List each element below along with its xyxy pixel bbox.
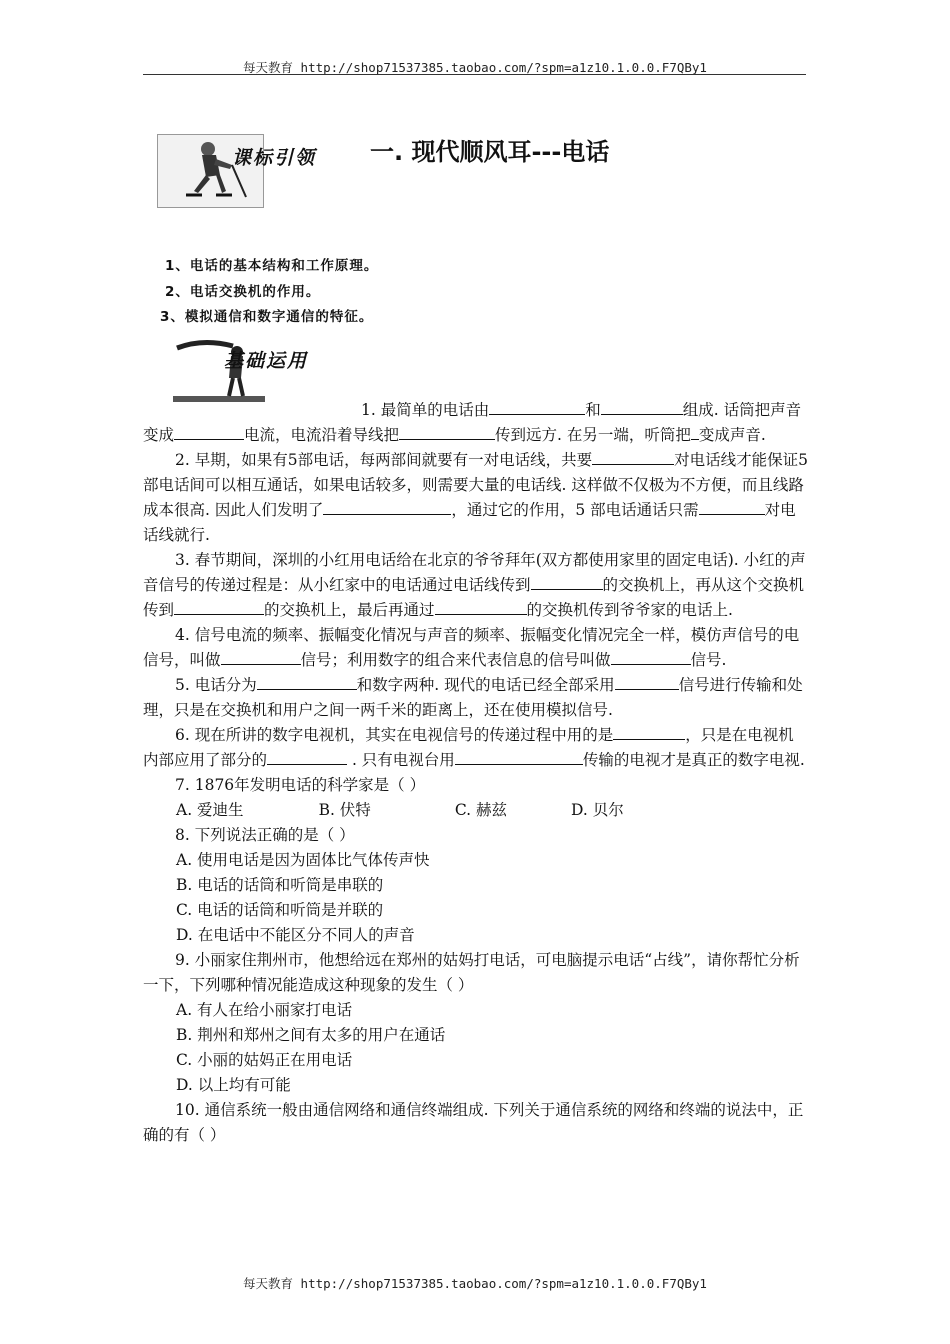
answer-blank[interactable] (592, 449, 674, 465)
option-a[interactable]: A. 爱迪生 (176, 801, 244, 819)
answer-blank[interactable] (174, 599, 264, 615)
option-b[interactable]: B. 荆州和郑州之间有太多的用户在通话 (176, 1026, 446, 1044)
question-8: 8. 下列说法正确的是（ ） (175, 826, 355, 844)
answer-blank[interactable] (221, 649, 301, 665)
question-7: 7. 1876年发明电话的科学家是（ ） (175, 776, 426, 794)
option-b[interactable]: B. 电话的话筒和听筒是串联的 (176, 876, 384, 894)
page-title: 一. 现代顺风耳---电话 (370, 138, 610, 166)
answer-blank[interactable] (691, 424, 699, 440)
option-b[interactable]: B. 伏特 (318, 801, 371, 819)
option-d[interactable]: D. 在电话中不能区分不同人的声音 (176, 926, 415, 944)
question-2: 2. 早期，如果有5部电话，每两部间就要有一对电话线，共要 对电话线才能保证5部电话间可以相互通话，如果电话较多，则需要大量的电话线. 这样做不仅极为不方便，而且线路成本很高. 因此人们发明了 ，通过它的作用，5 部电话通话只需 对电话线就行. (143, 451, 808, 544)
option-d[interactable]: D. 贝尔 (570, 801, 624, 819)
page-footer: 每天教育 http://shop71537385.taobao.com/?spm=a1z10.1.0.0.F7QBy1 (243, 1276, 707, 1291)
page-header: 每天教育 http://shop71537385.taobao.com/?spm=a1z10.1.0.0.F7QBy1 (243, 60, 707, 75)
objective-item: 1、电话的基本结构和工作原理。 (165, 258, 379, 274)
question-5: 5. 电话分为 和数字两种. 现代的电话已经全部采用 信号进行传输和处理，只是在交换机和用户之间一两千米的距离上，还在使用模拟信号. (143, 676, 803, 719)
answer-blank[interactable] (435, 599, 527, 615)
answer-blank[interactable] (699, 499, 765, 515)
objective-item: 3、模拟通信和数字通信的特征。 (160, 309, 374, 325)
answer-blank[interactable] (613, 724, 685, 740)
answer-blank[interactable] (174, 424, 244, 440)
question-4: 4. 信号电流的频率、振幅变化情况与声音的频率、振幅变化情况完全一样，模仿声信号的电信号，叫做 信号；利用数字的组合来代表信息的信号叫做 信号. (143, 626, 800, 669)
answer-blank[interactable] (399, 424, 495, 440)
header-divider (143, 74, 806, 75)
option-a[interactable]: A. 使用电话是因为固体比气体传声快 (176, 851, 430, 869)
answer-blank[interactable] (615, 674, 679, 690)
question-6: 6. 现在所讲的数字电视机，其实在电视信号的传递过程中用的是 ，只是在电视机内部应用了部分的 . 只有电视台用 传输的电视才是真正的数字电视. (143, 726, 805, 769)
answer-blank[interactable] (257, 674, 357, 690)
banner-label-curriculum: 课标引领 (232, 147, 317, 169)
answer-blank[interactable] (489, 399, 585, 415)
banner-label-basics: 基础运用 (224, 350, 309, 372)
option-c[interactable]: C. 赫兹 (454, 801, 507, 819)
answer-blank[interactable] (531, 574, 603, 590)
question-9: 9. 小丽家住荆州市，他想给远在郑州的姑妈打电话，可电脑提示电话“占线”，请你帮忙分析一下，下列哪种情况能造成这种现象的发生（ ） (143, 951, 800, 994)
answer-blank[interactable] (323, 499, 451, 515)
option-c[interactable]: C. 电话的话筒和听筒是并联的 (176, 901, 384, 919)
objective-item: 2、电话交换机的作用。 (165, 284, 321, 300)
question-3: 3. 春节期间，深圳的小红用电话给在北京的爷爷拜年(双方都使用家里的固定电话). 小红的声音信号的传递过程是：从小红家中的电话通过电话线传到 的交换机上，再从这个交换机传到 的交换机上，最后再通过 的交换机传到爷爷家的电话上. (143, 551, 806, 619)
answer-blank[interactable] (267, 749, 347, 765)
question-1: 1. 最简单的电话由 和 组成. 话筒把声音变成 电流，电流沿着导线把 传到远方. 在另一端，听筒把 变成声音. (143, 401, 802, 444)
question-10: 10. 通信系统一般由通信网络和通信终端组成. 下列关于通信系统的网络和终端的说法中，正确的有（ ） (143, 1101, 804, 1144)
question-7-options (143, 798, 809, 823)
answer-blank[interactable] (455, 749, 583, 765)
answer-blank[interactable] (601, 399, 683, 415)
option-a[interactable]: A. 有人在给小丽家打电话 (176, 1001, 353, 1019)
answer-blank[interactable] (611, 649, 691, 665)
option-d[interactable]: D. 以上均有可能 (176, 1076, 291, 1094)
option-c[interactable]: C. 小丽的姑妈正在用电话 (176, 1051, 353, 1069)
question-list (143, 398, 809, 1148)
